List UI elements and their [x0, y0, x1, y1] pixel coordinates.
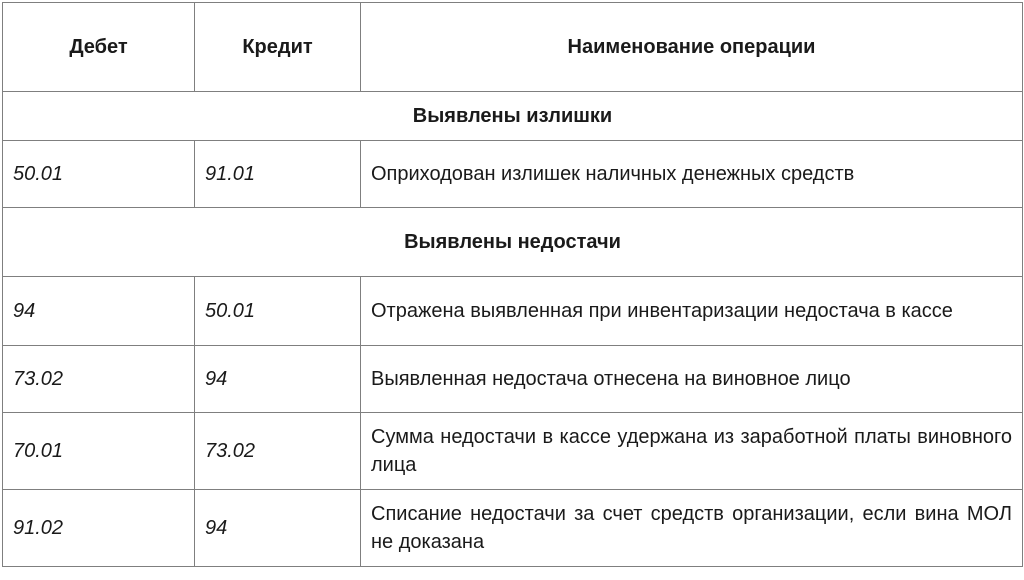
debit-cell: 70.01: [3, 413, 195, 490]
section-title: Выявлены недостачи: [3, 208, 1023, 277]
accounting-entries-table: [2, 2, 1023, 567]
header-operation: Наименование операции: [361, 3, 1023, 92]
operation-cell: Отражена выявленная при инвентаризации недостача в кассе: [361, 277, 1023, 346]
header-debit: Дебет: [3, 3, 195, 92]
operation-cell: Сумма недостачи в кассе удержана из заработной платы виновного лица: [361, 413, 1023, 490]
section-row-shortage: [3, 208, 1023, 277]
section-row-surplus: [3, 92, 1023, 141]
header-credit: Кредит: [195, 3, 361, 92]
credit-cell: 91.01: [195, 141, 361, 208]
operation-cell: Оприходован излишек наличных денежных средств: [361, 141, 1023, 208]
table-row: [3, 413, 1023, 490]
table-row: [3, 141, 1023, 208]
section-title: Выявлены излишки: [3, 92, 1023, 141]
table-row: [3, 346, 1023, 413]
table-row: [3, 277, 1023, 346]
credit-cell: 94: [195, 346, 361, 413]
credit-cell: 73.02: [195, 413, 361, 490]
table-row: [3, 490, 1023, 567]
table-header-row: [3, 3, 1023, 92]
debit-cell: 94: [3, 277, 195, 346]
debit-cell: 50.01: [3, 141, 195, 208]
debit-cell: 91.02: [3, 490, 195, 567]
credit-cell: 50.01: [195, 277, 361, 346]
credit-cell: 94: [195, 490, 361, 567]
debit-cell: 73.02: [3, 346, 195, 413]
operation-cell: Выявленная недостача отнесена на виновное лицо: [361, 346, 1023, 413]
operation-cell: Списание недостачи за счет средств организации, если вина МОЛ не доказана: [361, 490, 1023, 567]
